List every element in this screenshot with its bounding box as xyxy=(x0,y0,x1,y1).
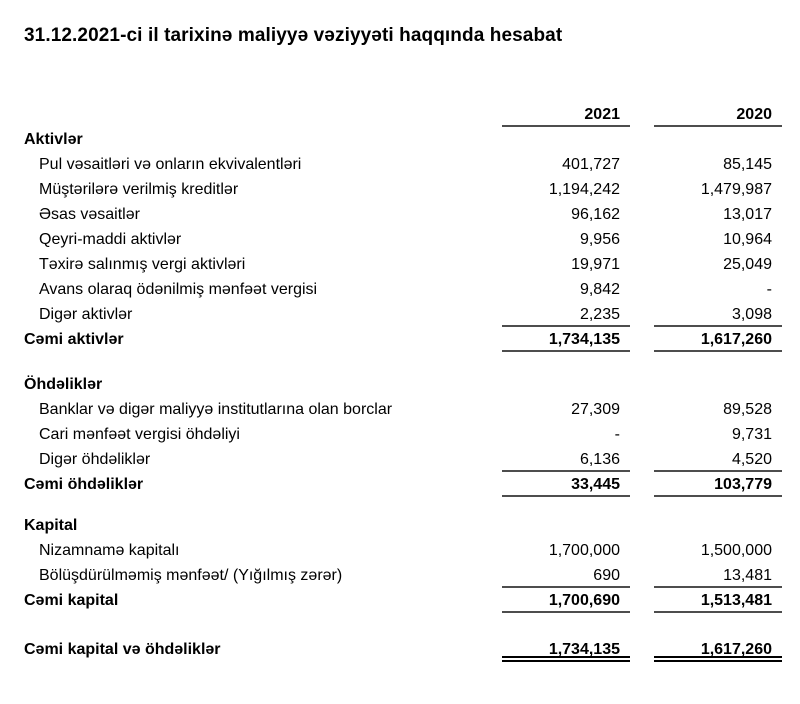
total-row-liabilities xyxy=(24,472,782,497)
spacer xyxy=(24,497,782,513)
table-row xyxy=(24,397,782,422)
table-row xyxy=(24,302,782,327)
value-2021: 6,136 xyxy=(502,447,630,472)
value-2021: 27,309 xyxy=(571,401,620,418)
page-title: 31.12.2021-ci il tarixinə maliyyə vəziyyəti haqqında hesabat xyxy=(24,25,563,46)
row-label: Digər öhdəliklər xyxy=(39,451,151,468)
row-label: Cari mənfəət vergisi öhdəliyi xyxy=(39,426,240,443)
value-2021: 9,956 xyxy=(579,231,620,248)
section-header-equity xyxy=(24,513,782,538)
value-2020: - xyxy=(766,281,772,298)
value-2020: 1,500,000 xyxy=(700,542,772,559)
table-row xyxy=(24,177,782,202)
value-2021: 96,162 xyxy=(571,206,620,223)
value-2020: 1,479,987 xyxy=(700,181,772,198)
spacer xyxy=(24,352,782,372)
total-label: Cəmi aktivlər xyxy=(24,331,124,348)
value-2020: 10,964 xyxy=(723,231,772,248)
total-value-2020: 1,617,260 xyxy=(654,327,782,352)
value-2020: 9,731 xyxy=(731,426,772,443)
section-header-assets xyxy=(24,127,782,152)
value-2020: 13,481 xyxy=(654,563,782,588)
row-label: Bölüşdürülməmiş mənfəət/ (Yığılmış zərər) xyxy=(39,567,343,584)
value-2020: 3,098 xyxy=(654,302,782,327)
table-row xyxy=(24,202,782,227)
section-header-label: Aktivlər xyxy=(24,131,83,148)
row-label: Müştərilərə verilmiş kreditlər xyxy=(39,181,239,198)
total-value-2020: 1,513,481 xyxy=(654,588,782,613)
section-header-label: Kapital xyxy=(24,517,78,534)
spacer xyxy=(24,613,782,637)
table-row xyxy=(24,447,782,472)
value-2021: 1,194,242 xyxy=(548,181,620,198)
row-label: Digər aktivlər xyxy=(39,306,133,323)
column-gap xyxy=(630,102,654,127)
row-label: Avans olaraq ödənilmiş mənfəət vergisi xyxy=(39,281,318,298)
row-label: Təxirə salınmış vergi aktivləri xyxy=(39,256,246,273)
row-label: Qeyri-maddi aktivlər xyxy=(39,231,182,248)
table-row xyxy=(24,538,782,563)
total-row-equity xyxy=(24,588,782,613)
section-header-liabilities xyxy=(24,372,782,397)
value-2020: 4,520 xyxy=(654,447,782,472)
column-header-2020: 2020 xyxy=(654,102,782,127)
table-row xyxy=(24,563,782,588)
value-2021: 2,235 xyxy=(502,302,630,327)
grand-total-value-2021: 1,734,135 xyxy=(502,637,630,662)
value-2020: 13,017 xyxy=(723,206,772,223)
column-header-2021: 2021 xyxy=(502,102,630,127)
value-2020: 25,049 xyxy=(723,256,772,273)
value-2021: 19,971 xyxy=(571,256,620,273)
total-label: Cəmi öhdəliklər xyxy=(24,476,144,493)
total-label: Cəmi kapital xyxy=(24,592,119,609)
total-value-2021: 33,445 xyxy=(502,472,630,497)
total-row-assets xyxy=(24,327,782,352)
value-2020: 89,528 xyxy=(723,401,772,418)
value-2021: 401,727 xyxy=(562,156,620,173)
total-value-2020: 103,779 xyxy=(654,472,782,497)
table-row xyxy=(24,277,782,302)
balance-sheet-table xyxy=(24,102,782,662)
row-label: Əsas vəsaitlər xyxy=(39,206,140,223)
table-row xyxy=(24,422,782,447)
table-row xyxy=(24,152,782,177)
grand-total-row xyxy=(24,637,782,662)
table-row xyxy=(24,252,782,277)
value-2021: - xyxy=(614,426,620,443)
section-header-label: Öhdəliklər xyxy=(24,376,103,393)
row-label: Pul vəsaitləri və onların ekvivalentləri xyxy=(39,156,302,173)
grand-total-label: Cəmi kapital və öhdəliklər xyxy=(24,641,221,658)
value-2021: 9,842 xyxy=(579,281,620,298)
total-value-2021: 1,734,135 xyxy=(502,327,630,352)
year-header-spacer xyxy=(24,102,502,127)
row-label: Nizamnamə kapitalı xyxy=(39,542,180,559)
row-label: Banklar və digər maliyyə institutlarına olan borclar xyxy=(39,401,393,418)
grand-total-value-2020: 1,617,260 xyxy=(654,637,782,662)
value-2020: 85,145 xyxy=(723,156,772,173)
value-2021: 690 xyxy=(502,563,630,588)
total-value-2021: 1,700,690 xyxy=(502,588,630,613)
year-header-row xyxy=(24,102,782,127)
table-row xyxy=(24,227,782,252)
value-2021: 1,700,000 xyxy=(548,542,620,559)
